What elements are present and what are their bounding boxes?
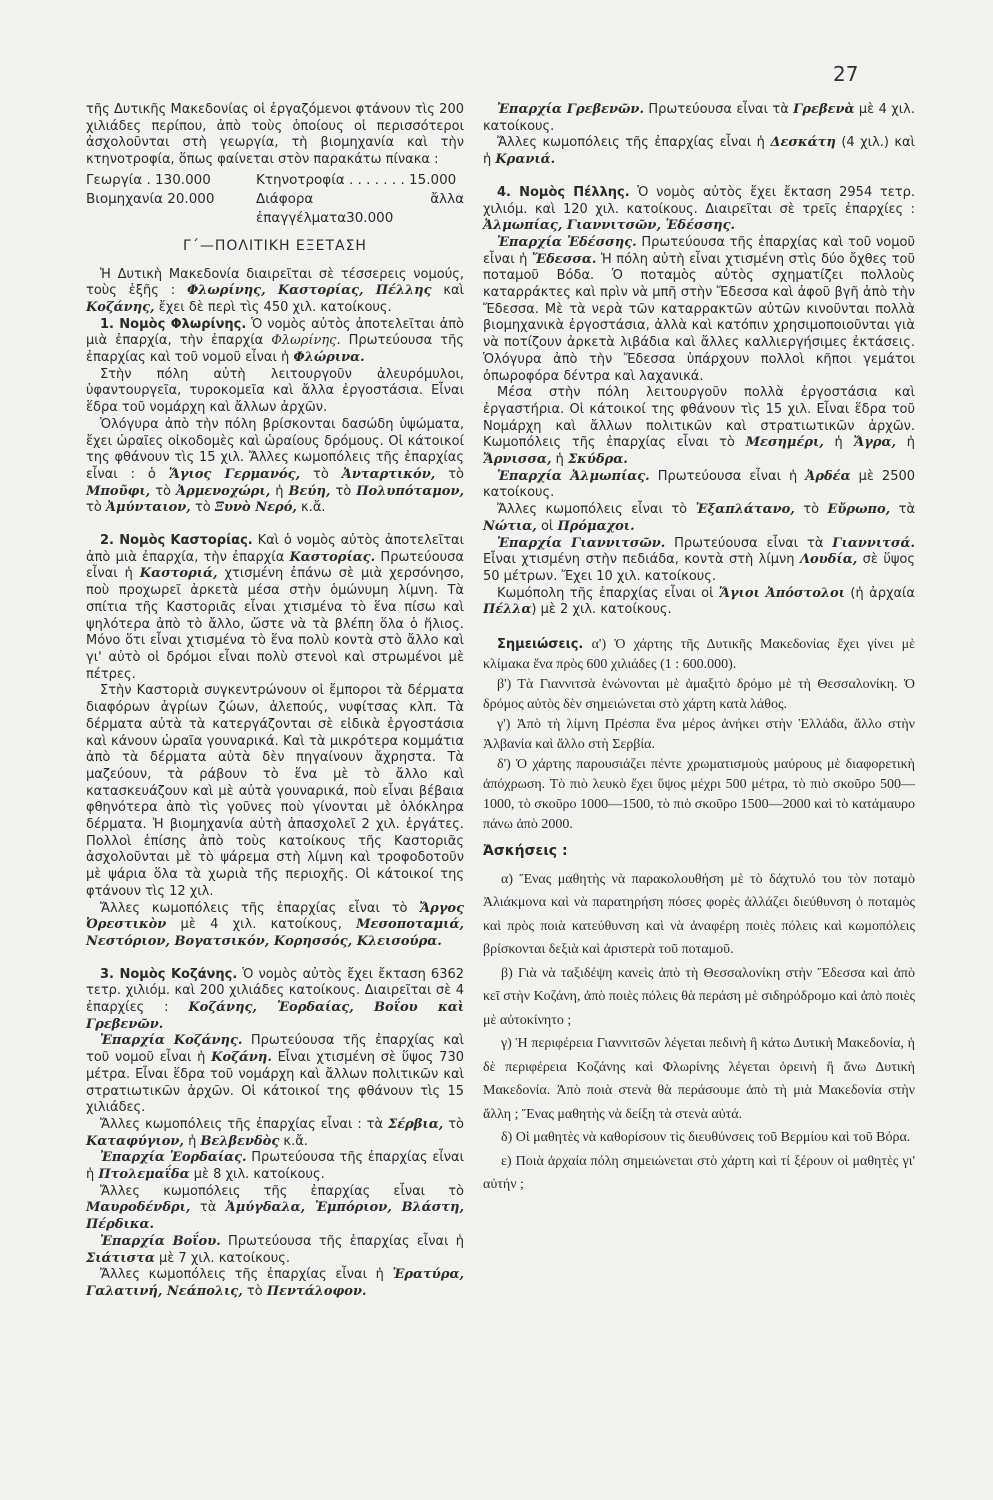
florina-heading: 1. Νομὸς Φλωρίνης. <box>100 316 247 332</box>
right-column <box>483 102 915 1197</box>
voio-towns-paragraph: Ἄλλες κωμοπόλεις τῆς ἐπαρχίας εἶναι ἡ Ἐρατύρα, Γαλατινή, Νεάπολις, τὸ Πεντάλοφον. <box>86 1267 464 1299</box>
kastoria-paragraph: 2. Νομὸς Καστορίας. Καὶ ὁ νομὸς αὐτὸς ἀποτελεῖται ἀπὸ μιὰ ἐπαρχία, τὴν ἐπαρχία Καστορίας. Πρωτεύουσα εἶναι ἡ Καστοριά, χτισμένη ἐπάνω σὲ μιὰ χερσόνησο, ποὺ προχωρεῖ ἀρκετὰ μέσα στὴν ὁμώνυμη λίμνη. Τὰ σπίτια τῆς Καστοριᾶς εἶναι χτισμένα τὸ ἕνα πίσω καὶ ψηλότερα ἀπὸ τὸ ἄλλο, ὥστε νὰ τὰ βλέπη ὅλα ὁ ἥλιος. Μόνο ὅτι εἶναι χτισμένα τὸ ἕνα πολὺ κοντὰ στὸ ἄλλο καὶ γι' αὐτὸ οἱ δρόμοι εἶναι πολὺ στενοὶ καὶ στρωμένοι μὲ πέτρες. <box>86 533 465 682</box>
intro-paragraph: τῆς Δυτικῆς Μακεδονίας οἱ ἐργαζόμενοι φτάνουν τὶς 200 χιλιάδες περίπου, ἀπὸ τοὺς ὁποίους οἱ περισσότεροι ἀσχολοῦνται στὴ γεωργία, τὴ βιομηχανία καὶ τὴν κτηνοτροφία, ὅπως φαίνεται στὸν παρακάτω πίνακα : <box>86 102 464 168</box>
grevena-paragraph: Ἐπαρχία Γρεβενῶν. Πρωτεύουσα εἶναι τὰ Γρεβενὰ μὲ 4 χιλ. κατοίκους. <box>483 102 915 134</box>
kozani-province-paragraph: Ἐπαρχία Κοζάνης. Πρωτεύουσα τῆς ἐπαρχίας καὶ τοῦ νομοῦ εἶναι ἡ Κοζάνη. Εἶναι χτισμένη σὲ ὕψος 730 μέτρα. Εἶναι ἕδρα τοῦ νομάρχη καὶ ἄλλων πολιτικῶν καὶ στρατιωτικῶν ἀρχῶν. Οἱ κάτοικοί της φθάνουν τὶς 15 χιλιάδες. <box>86 1033 464 1116</box>
kozani-heading: 3. Νομὸς Κοζάνης. <box>100 966 238 982</box>
exercise-e: ε) Ποιὰ ἀρχαία πόλη σημειώνεται στὸ χάρτη καὶ τί ξέρουν οἱ μαθητὲς γι' αὐτήν ; <box>483 1153 915 1193</box>
division-paragraph: Ἡ Δυτικὴ Μακεδονία διαιρεῖται σὲ τέσσερεις νομούς, τοὺς ἑξῆς : Φλωρίνης, Καστορίας, Πέλλης καὶ Κοζάνης, ἔχει δὲ περὶ τὶς 450 χιλ. κατοίκους. <box>86 266 465 315</box>
note-c: γ') Ἀπὸ τὴ λίμνη Πρέσπα ἕνα μέρος ἀνήκει στὴν Ἑλλάδα, ἄλλο στὴν Ἀλβανία καὶ ἄλλο στὴ Σερβία. <box>483 717 915 753</box>
voio-paragraph: Ἐπαρχία Βοΐου. Πρωτεύουσα τῆς ἐπαρχίας εἶναι ἡ Σιάτιστα μὲ 7 χιλ. κατοίκους. <box>86 1233 464 1266</box>
kastoria-paragraph-2: Στὴν Καστοριὰ συγκεντρώνουν οἱ ἔμποροι τὰ δέρματα διαφόρων ἀγρίων ζώων, ἀλεπούς, νυφίτσας κλπ. Τὰ δέρματα αὐτὰ τὰ κατεργάζονται σὲ εἰδικὰ ἐργοστάσια καὶ κάνουν ὡραῖα γουναρικά. Καὶ τὰ μικρότερα κομμάτια ἀπὸ τὰ δέρματα αὐτὰ δὲν πηγαίνουν ἄχρηστα. Τὰ μαζεύουν, τὰ ράβουν τὸ ἕνα μὲ τὸ ἄλλο καὶ κατασκευάζουν καὶ μὲ αὐτὰ γουναρικά, ποὺ εἶναι βέβαια φθηνότερα ἀπὸ τὶς γοῦνες ποὺ γίνονται μὲ ὁλόκληρα δέρματα. Ἡ βιομηχανία αὐτὴ ἀπασχολεῖ 2 χιλ. ἐργάτες. Πολλοὶ ἐπίσης ἀπὸ τοὺς κατοίκους τῆς Καστοριᾶς ἀσχολοῦνται μὲ τὸ ψάρεμα στὴ λίμνη καὶ τροφοδοτοῦν μὲ ψάρια ὅλα τὰ χωριὰ τῆς περιοχῆς. Οἱ κάτοικοί της φτάνουν τὶς 12 χιλ. <box>86 683 464 899</box>
stat-industry: Βιομηχανία 20.000 <box>86 190 215 207</box>
eordaia-paragraph: Ἐπαρχία Ἑορδαίας. Πρωτεύουσα τῆς ἐπαρχίας εἶναι ἡ Πτολεμαΐδα μὲ 8 χιλ. κατοίκους. <box>86 1150 464 1183</box>
eordaia-towns-paragraph: Ἄλλες κωμοπόλεις τῆς ἐπαρχίας εἶναι τὸ Μαυροδένδρι, τὰ Ἀμύγδαλα, Ἐμπόριον, Βλάστη, Πέρδικα. <box>86 1183 464 1233</box>
page-number: 27 <box>833 62 859 86</box>
stat-livestock: Κτηνοτροφία . . . . . . . 15.000 <box>256 171 457 188</box>
stat-agriculture: Γεωργία . 130.000 <box>86 171 211 188</box>
stat-other: Διάφορα ἄλλα ἐπαγγέλματα30.000 <box>256 190 464 226</box>
almopia-paragraph: Ἐπαρχία Ἀλμωπίας. Πρωτεύουσα εἶναι ἡ Ἀρδέα μὲ 2500 κατοίκους. <box>483 468 916 501</box>
grevena-towns-paragraph: Ἄλλες κωμοπόλεις τῆς ἐπαρχίας εἶναι ἡ Δεσκάτη (4 χιλ.) καὶ ἡ Κρανιά. <box>483 135 915 168</box>
exercise-d: δ) Οἱ μαθητὲς νὰ καθορίσουν τὶς διευθύνσεις τοῦ Βερμίου καὶ τοῦ Βόρα. <box>501 1130 911 1146</box>
edessa-paragraph-2: Μέσα στὴν πόλη λειτουργοῦν πολλὰ ἐργοστάσια καὶ ἐργαστήρια. Οἱ κάτοικοί της φθάνουν τὶς 15 χιλ. Εἶναι ἕδρα τοῦ Νομάρχη καὶ ἄλλων πολιτικῶν καὶ στρατιωτικῶν ἀρχῶν. Κωμοπόλεις τῆς ἐπαρχίας εἶναι τὸ Μεσημέρι, ἡ Ἄγρα, ἡ Ἄρνισσα, ἡ Σκύδρα. <box>483 385 915 468</box>
exercises-heading: Ἀσκήσεις : <box>483 843 568 860</box>
giannitsa-towns-paragraph: Κωμόπολη τῆς ἐπαρχίας εἶναι οἱ Ἅγιοι Ἀπόστολοι (ἡ ἀρχαία Πέλλα) μὲ 2 χιλ. κατοίκους. <box>483 585 915 618</box>
notes-heading: Σημειώσεις. <box>497 637 584 653</box>
florina-paragraph-2: Στὴν πόλη αὐτὴ λειτουργοῦν ἀλευρόμυλοι, ὑφαντουργεῖα, τυροκομεῖα καὶ ἄλλα ἐργοστάσια. Εἶναι ἕδρα τοῦ νομάρχη καὶ ἄλλων ἀρχῶν. <box>86 366 464 416</box>
florina-paragraph: 1. Νομὸς Φλωρίνης. Ὁ νομὸς αὐτὸς ἀποτελεῖται ἀπὸ μιὰ ἐπαρχία, τὴν ἐπαρχία Φλωρίνης. Πρωτεύουσα τῆς ἐπαρχίας καὶ τοῦ νομοῦ εἶναι ἡ Φλώρινα. <box>86 316 464 366</box>
kastoria-paragraph-3: Ἄλλες κωμοπόλεις τῆς ἐπαρχίας εἶναι τὸ Ἄργος Ὀρεστικὸν μὲ 4 χιλ. κατοίκους, Μεσοποταμιά, Νεστόριον, Βογατσικόν, Κορησσός, Κλεισούρα. <box>86 900 464 949</box>
kozani-paragraph: 3. Νομὸς Κοζάνης. Ὁ νομὸς αὐτὸς ἔχει ἔκταση 6362 τετρ. χιλιόμ. καὶ 200 χιλιάδες κατοίκους. Διαιρεῖται σὲ 4 ἐπαρχίες : Κοζάνης, Ἑορδαίας, Βοΐου καὶ Γρεβενῶν. <box>86 966 465 1032</box>
exercise-c: γ) Ἡ περιφέρεια Γιαννιτσῶν λέγεται πεδινὴ ἢ κάτω Δυτικὴ Μακεδονία, ἡ δὲ περιφέρεια Κοζάνης καὶ Φλωρίνης λέγεται ὀρεινὴ ἢ ἄνω Δυτικὴ Μακεδονία. Ἀπὸ ποιὰ στενὰ θὰ περάσουμε ἀπὸ τὴ μιὰ Μακεδονία στὴν ἄλλη ; Ἕνας μαθητὴς νὰ δείξη τὰ στενὰ αὐτά. <box>483 1036 915 1122</box>
pella-heading: 4. Νομὸς Πέλλης. <box>497 184 630 200</box>
note-a: Σημειώσεις. α') Ὁ χάρτης τῆς Δυτικῆς Μακεδονίας ἔχει γίνει μὲ κλίμακα ἕνα πρὸς 600 χιλιάδες (1 : 600.000). <box>483 637 915 673</box>
edessa-paragraph: Ἐπαρχία Ἐδέσσης. Πρωτεύουσα τῆς ἐπαρχίας καὶ τοῦ νομοῦ εἶναι ἡ Ἔδεσσα. Ἡ πόλη αὐτὴ εἶναι χτισμένη στὶς δύο ὄχθες τοῦ ποταμοῦ Βόδα. Ὁ ποταμὸς αὐτὸς σχηματίζει πολλοὺς καταρράκτες καὶ πρὶν νὰ μπῆ στὴν Ἔδεσσα καὶ ἀφοῦ βγῆ ἀπὸ τὴν Ἔδεσσα. Μὲ τὰ νερὰ τῶν καταρρακτῶν αὐτῶν κινοῦνται πολλὰ βιομηχανικὰ ἐργοστάσια, ἀλλὰ καὶ κατόπιν χρησιμοποιοῦνται γιὰ νὰ ποτίζουν ἀρκετὰ λιβάδια καὶ ἄλλες καλλιεργήσιμες ἐκτάσεις. Ὁλόγυρα ἀπὸ τὴν Ἔδεσσα ὑπάρχουν πολλοὶ κῆποι γεμάτοι ὀπωροφόρα δέντρα καὶ λαχανικά. <box>483 234 915 384</box>
note-b: β') Τὰ Γιαννιτσὰ ἑνώνονται μὲ ἁμαξιτὸ δρόμο μὲ τὴ Θεσσαλονίκη. Ὁ δρόμος αὐτὸς δὲν σημειώνεται στὸ χάρτη κατὰ λάθος. <box>483 677 915 713</box>
employment-table <box>86 171 464 228</box>
left-column <box>86 102 464 1301</box>
exercise-a: α) Ἕνας μαθητὴς νὰ παρακολουθήση μὲ τὸ δάχτυλό του τὸν ποταμὸ Ἀλιάκμονα καὶ νὰ παρατηρήση πόσες φορὲς ἀλλάζει διεύθυνση ὁ ποταμὸς καὶ πρὸς ποιὰ κατεύθυνση καὶ νὰ ἀναφέρη ποιὲς πόλεις καὶ κωμοπόλεις βρίσκονται δεξιὰ καὶ ἀριστερὰ τοῦ ποταμοῦ. <box>483 871 915 958</box>
kastoria-heading: 2. Νομὸς Καστορίας. <box>100 533 253 549</box>
almopia-towns-paragraph: Ἄλλες κωμοπόλεις εἶναι τὸ Ἐξαπλάτανο, τὸ Εὔρωπο, τὰ Νώτια, οἱ Πρόμαχοι. <box>483 502 916 534</box>
section-heading: Γ΄—ΠΟΛΙΤΙΚΗ ΕΞΕΤΑΣΗ <box>183 237 367 254</box>
florina-paragraph-3: Ὁλόγυρα ἀπὸ τὴν πόλη βρίσκονται δασώδη ὑψώματα, ἔχει ὡραῖες οἰκοδομὲς καὶ ὡραίους δρόμους. Οἱ κάτοικοί της φθάνουν τὶς 15 χιλ. Ἄλλες κωμοπόλεις τῆς ἐπαρχίας εἶναι : ὁ Ἅγιος Γερμανός, τὸ Ἀνταρτικόν, τὸ Μποῦφι, τὸ Ἀρμενοχώρι, ἡ Βεύη, τὸ Πολυπόταμον, τὸ Ἀμύνταιον, τὸ Ξυνὸ Νερό, κ.ἄ. <box>86 416 465 516</box>
pella-paragraph: 4. Νομὸς Πέλλης. Ὁ νομὸς αὐτὸς ἔχει ἔκταση 2954 τετρ. χιλιόμ. καὶ 120 χιλ. κατοίκους. Διαιρεῖται σὲ τρεῖς ἐπαρχίες : Ἀλμωπίας, Γιαννιτσῶν, Ἐδέσσης. <box>483 184 915 234</box>
giannitsa-paragraph: Ἐπαρχία Γιαννιτσῶν. Πρωτεύουσα εἶναι τὰ Γιαννιτσά. Εἶναι χτισμένη στὴν πεδιάδα, κοντὰ στὴ λίμνη Λουδία, σὲ ὕψος 50 μέτρων. Ἔχει 10 χιλ. κατοίκους. <box>483 535 916 584</box>
note-d: δ') Ὁ χάρτης παρουσιάζει πέντε χρωματισμοὺς μαύρους μὲ διαφορετικὴ ἀπόχρωση. Τὸ πιὸ λευκὸ ἔχει ὕψος μέχρι 500 μέτρα, τὸ πιὸ σκοῦρο 500—1000, τὸ σκοῦρο 1000—1500, τὸ πιὸ σκοῦρο 1500—2000 καὶ τὸ κατάμαυρο πάνω ἀπὸ 2000. <box>483 757 915 833</box>
kozani-towns-paragraph: Ἄλλες κωμοπόλεις τῆς ἐπαρχίας εἶναι : τὰ Σέρβια, τὸ Καταφύγιον, ἡ Βελβενδὸς κ.ἄ. <box>86 1116 464 1149</box>
exercise-b: β) Γιὰ νὰ ταξιδέψη κανεὶς ἀπὸ τὴ Θεσσαλονίκη στὴν Ἔδεσσα καὶ ἀπὸ κεῖ στὴν Κοζάνη, ἀπὸ ποιὲς πόλεις θὰ περάση μὲ σιδηρόδρομο καὶ ἀπὸ ποιὲς μὲ αὐτοκίνητο ; <box>483 965 915 1028</box>
